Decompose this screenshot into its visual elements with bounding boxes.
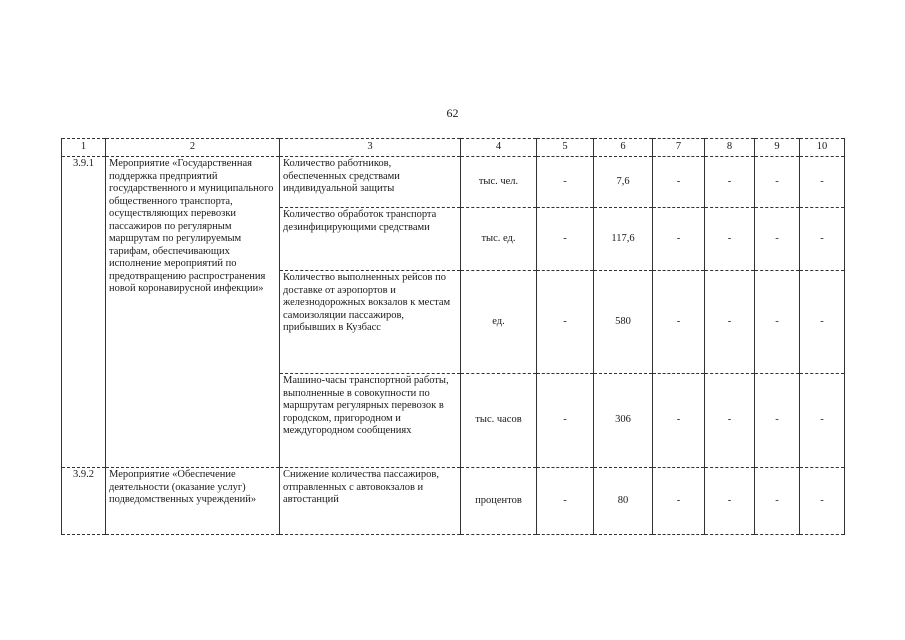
row-number: 3.9.1 bbox=[62, 157, 106, 468]
value-cell: - bbox=[653, 208, 705, 271]
unit-cell: тыс. ед. bbox=[461, 208, 537, 271]
page-number: 62 bbox=[446, 106, 459, 120]
unit-cell: тыс. чел. bbox=[461, 157, 537, 208]
value-cell: - bbox=[653, 374, 705, 468]
value-cell: - bbox=[755, 157, 800, 208]
value-cell: - bbox=[705, 208, 755, 271]
header-cell: 5 bbox=[537, 139, 594, 157]
value-cell: 117,6 bbox=[594, 208, 653, 271]
value-cell: - bbox=[705, 468, 755, 535]
header-cell: 10 bbox=[800, 139, 845, 157]
value-cell: - bbox=[705, 157, 755, 208]
header-cell: 4 bbox=[461, 139, 537, 157]
value-cell: - bbox=[800, 157, 845, 208]
value-cell: - bbox=[800, 468, 845, 535]
value-cell: - bbox=[705, 271, 755, 374]
header-cell: 2 bbox=[106, 139, 280, 157]
value-cell: - bbox=[653, 271, 705, 374]
value-cell: - bbox=[705, 374, 755, 468]
value-cell: - bbox=[653, 157, 705, 208]
value-cell: - bbox=[653, 468, 705, 535]
indicator-name: Снижение количества пассажиров, отправленных с автовокзалов и автостанций bbox=[280, 468, 461, 535]
value-cell: - bbox=[800, 208, 845, 271]
header-cell: 9 bbox=[755, 139, 800, 157]
table-row bbox=[62, 468, 845, 535]
value-cell: - bbox=[800, 374, 845, 468]
table-header-row bbox=[62, 139, 845, 157]
value-cell: - bbox=[537, 157, 594, 208]
indicator-name: Количество выполненных рейсов по доставке от аэропортов и железнодорожных вокзалов к местам самоизоляции пассажиров, прибывших в Кузбасс bbox=[280, 271, 461, 374]
value-cell: - bbox=[755, 468, 800, 535]
unit-cell: ед. bbox=[461, 271, 537, 374]
row-number: 3.9.2 bbox=[62, 468, 106, 535]
event-name: Мероприятие «Обеспечение деятельности (оказание услуг) подведомственных учреждений» bbox=[106, 468, 280, 535]
value-cell: 80 bbox=[594, 468, 653, 535]
header-cell: 7 bbox=[653, 139, 705, 157]
value-cell: - bbox=[537, 374, 594, 468]
header-cell: 3 bbox=[280, 139, 461, 157]
header-cell: 6 bbox=[594, 139, 653, 157]
unit-cell: тыс. часов bbox=[461, 374, 537, 468]
value-cell: - bbox=[755, 208, 800, 271]
value-cell: - bbox=[755, 271, 800, 374]
value-cell: - bbox=[800, 271, 845, 374]
value-cell: 7,6 bbox=[594, 157, 653, 208]
table-row bbox=[62, 157, 845, 208]
value-cell: - bbox=[537, 468, 594, 535]
value-cell: - bbox=[537, 271, 594, 374]
value-cell: 580 bbox=[594, 271, 653, 374]
value-cell: 306 bbox=[594, 374, 653, 468]
indicators-table bbox=[61, 138, 845, 535]
event-name: Мероприятие «Государственная поддержка предприятий государственного и муниципального общественного транспорта, осуществляющих перевозки пассажиров по регулярным маршрутам по регулируемым тарифам, обеспечивающих исполнение мероприятий по предотвращению распространения новой коронавирусной инфекции» bbox=[106, 157, 280, 468]
indicator-name: Количество обработок транспорта дезинфицирующими средствами bbox=[280, 208, 461, 271]
value-cell: - bbox=[537, 208, 594, 271]
unit-cell: процентов bbox=[461, 468, 537, 535]
header-cell: 1 bbox=[62, 139, 106, 157]
value-cell: - bbox=[755, 374, 800, 468]
indicator-name: Машино-часы транспортной работы, выполненные в совокупности по маршрутам регулярных перевозок в городском, пригородном и междугородном сообщениях bbox=[280, 374, 461, 468]
header-cell: 8 bbox=[705, 139, 755, 157]
indicator-name: Количество работников, обеспеченных средствами индивидуальной защиты bbox=[280, 157, 461, 208]
